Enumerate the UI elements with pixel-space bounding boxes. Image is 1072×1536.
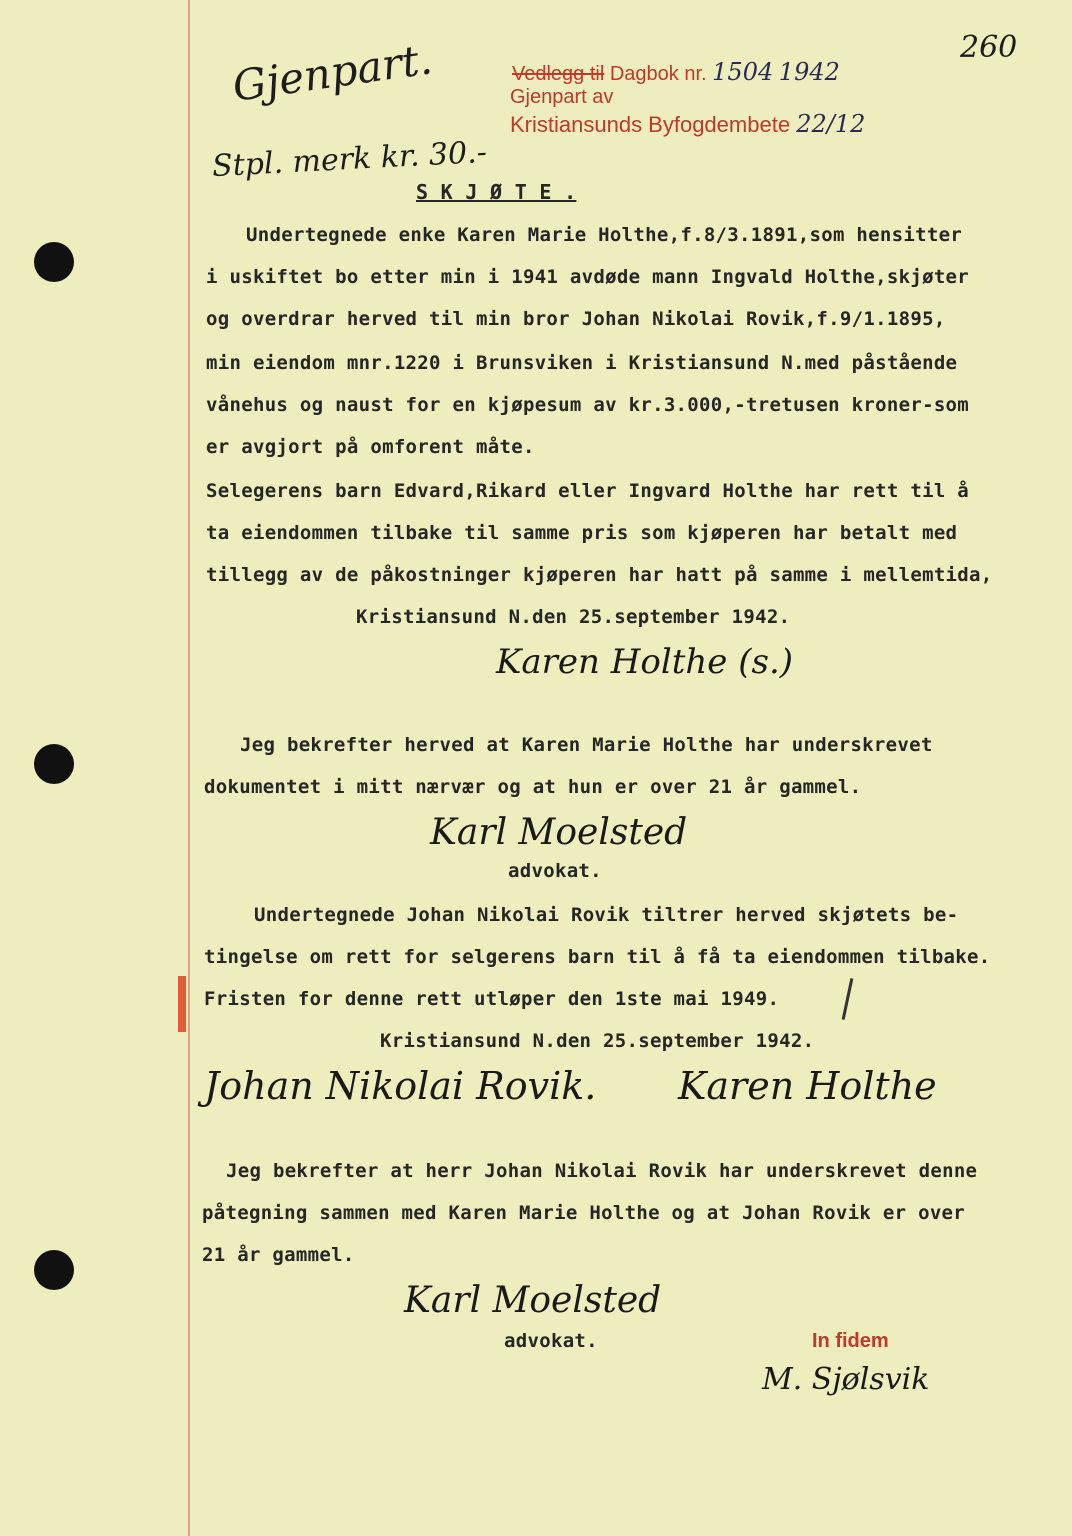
confirm2-line: 21 år gammel. (202, 1244, 355, 1266)
body-line: min eiendom mnr.1220 i Brunsviken i Kristiansund N.med påstående (206, 352, 958, 374)
body-line: og overdrar herved til min bror Johan Nikolai Rovik,f.9/1.1895, (206, 308, 946, 330)
signature-lawyer: Karl Moelsted (430, 812, 688, 853)
body-line: ta eiendommen tilbake til samme pris som kjøperen har betalt med (206, 522, 958, 544)
confirm-line: Jeg bekrefter herved at Karen Marie Holthe har underskrevet (240, 734, 933, 756)
stamp-line2: Gjenpart av (510, 86, 614, 108)
page-number: 260 (960, 30, 1018, 65)
stamp-date: 22/12 (796, 110, 866, 138)
dagbok-year: 1942 (778, 58, 840, 86)
confirm-line: dokumentet i mitt nærvær og at hun er over 21 år gammel. (204, 776, 862, 798)
body-line: Undertegnede enke Karen Marie Holthe,f.8/3.1891,som hensitter (246, 224, 963, 246)
place-date: Kristiansund N.den 25.september 1942. (356, 606, 791, 628)
handwritten-title: Gjenpart. (229, 34, 436, 111)
margin-line (188, 0, 190, 1536)
stamp-fee-note: Stpl. merk kr. 30.- (211, 134, 488, 185)
title-advokat: advokat. (508, 860, 602, 882)
body-line: Selegerens barn Edvard,Rikard eller Ingvard Holthe har rett til å (206, 480, 970, 502)
body-line: tillegg av de påkostninger kjøperen har hatt på samme i mellemtida, (206, 564, 993, 586)
body-line: i uskiftet bo etter min i 1941 avdøde mann Ingvald Holthe,skjøter (206, 266, 970, 288)
confirm2-line: påtegning sammen med Karen Marie Holthe og at Johan Rovik er over (202, 1202, 966, 1224)
stamp-line1-prefix: Vedlegg til (512, 63, 605, 85)
pen-mark (842, 978, 854, 1020)
red-margin-mark (178, 976, 186, 1032)
dagbok-number: 1504 (712, 58, 774, 86)
stamp-line3 (510, 110, 865, 138)
signature-registrar: M. Sjølsvik (762, 1362, 930, 1397)
accept-line: tingelse om rett for selgerens barn til å få ta eiendommen tilbake. (204, 946, 991, 968)
accept-line: Fristen for denne rett utløper den 1ste mai 1949. (204, 988, 780, 1010)
signature-buyer: Johan Nikolai Rovik. (204, 1064, 597, 1108)
punch-hole (34, 744, 74, 784)
punch-hole (34, 242, 74, 282)
body-line: er avgjort på omforent måte. (206, 436, 535, 458)
confirm2-line: Jeg bekrefter at herr Johan Nikolai Rovik har underskrevet denne (226, 1160, 978, 1182)
document-title: S K J Ø T E . (416, 180, 577, 204)
stamp-office: Kristiansunds Byfogdembete (510, 112, 791, 137)
signature-lawyer-2: Karl Moelsted (404, 1280, 662, 1321)
in-fidem-stamp: In fidem (812, 1330, 889, 1352)
stamp-line1-rest: Dagbok nr. (609, 63, 707, 85)
place-date: Kristiansund N.den 25.september 1942. (380, 1030, 815, 1052)
body-line: vånehus og naust for en kjøpesum av kr.3.000,-tretusen kroner-som (206, 394, 970, 416)
title-advokat: advokat. (504, 1330, 598, 1352)
stamp-line1 (512, 58, 840, 86)
punch-hole (34, 1250, 74, 1290)
signature-seller: Karen Holthe (s.) (496, 642, 794, 682)
signature-seller-2: Karen Holthe (678, 1064, 937, 1108)
accept-line: Undertegnede Johan Nikolai Rovik tiltrer herved skjøtets be- (254, 904, 959, 926)
